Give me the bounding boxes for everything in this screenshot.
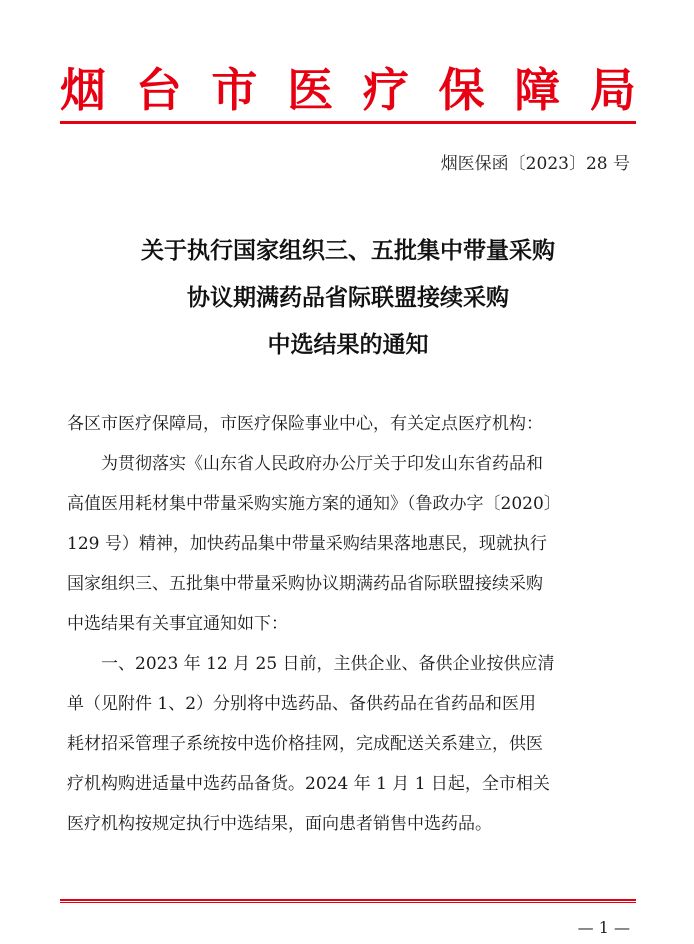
issuer-header (60, 62, 636, 118)
body-line: 129 号）精神，加快药品集中带量采购结果落地惠民，现就执行 (67, 534, 547, 554)
body-line: 各区市医疗保障局，市医疗保险事业中心，有关定点医疗机构： (67, 414, 543, 434)
issuer-char: 台 (135, 63, 182, 117)
issuer-char: 医 (287, 63, 334, 117)
body-line: 一、2023 年 12 月 25 日前，主供企业、备供企业按供应清 (67, 654, 555, 674)
footer-divider (60, 899, 636, 903)
page-number: — 1 — (577, 918, 630, 937)
issuer-char: 疗 (362, 63, 409, 117)
body-line: 单（见附件 1、2）分别将中选药品、备供药品在省药品和医用 (67, 694, 537, 714)
issuer-char: 障 (514, 63, 561, 117)
body-line: 耗材招采管理子系统按中选价格挂网，完成配送关系建立，供医 (67, 734, 543, 754)
body-line: 医疗机构按规定执行中选结果，面向患者销售中选药品。 (67, 814, 492, 834)
title-line: 中选结果的通知 (267, 332, 429, 358)
document-number: 烟医保函〔2023〕28 号 (440, 154, 630, 174)
title-line: 关于执行国家组织三、五批集中带量采购 (141, 238, 555, 264)
body-line: 中选结果有关事宜通知如下： (67, 614, 288, 634)
body-line: 高值医用耗材集中带量采购实施方案的通知》（鲁政办字〔2020〕 (67, 494, 561, 514)
issuer-char: 局 (589, 63, 636, 117)
body-line: 国家组织三、五批集中带量采购协议期满药品省际联盟接续采购 (67, 574, 543, 594)
document-title (60, 228, 636, 369)
body-line: 为贯彻落实《山东省人民政府办公厅关于印发山东省药品和 (67, 454, 543, 474)
issuer-char: 烟 (60, 63, 106, 117)
body-line: 疗机构购进适量中选药品备货。2024 年 1 月 1 日起，全市相关 (67, 774, 550, 794)
header-divider (60, 121, 636, 124)
title-line: 协议期满药品省际联盟接续采购 (187, 285, 509, 311)
document-body (67, 404, 635, 844)
issuer-char: 市 (211, 63, 258, 117)
issuer-char: 保 (438, 63, 485, 117)
